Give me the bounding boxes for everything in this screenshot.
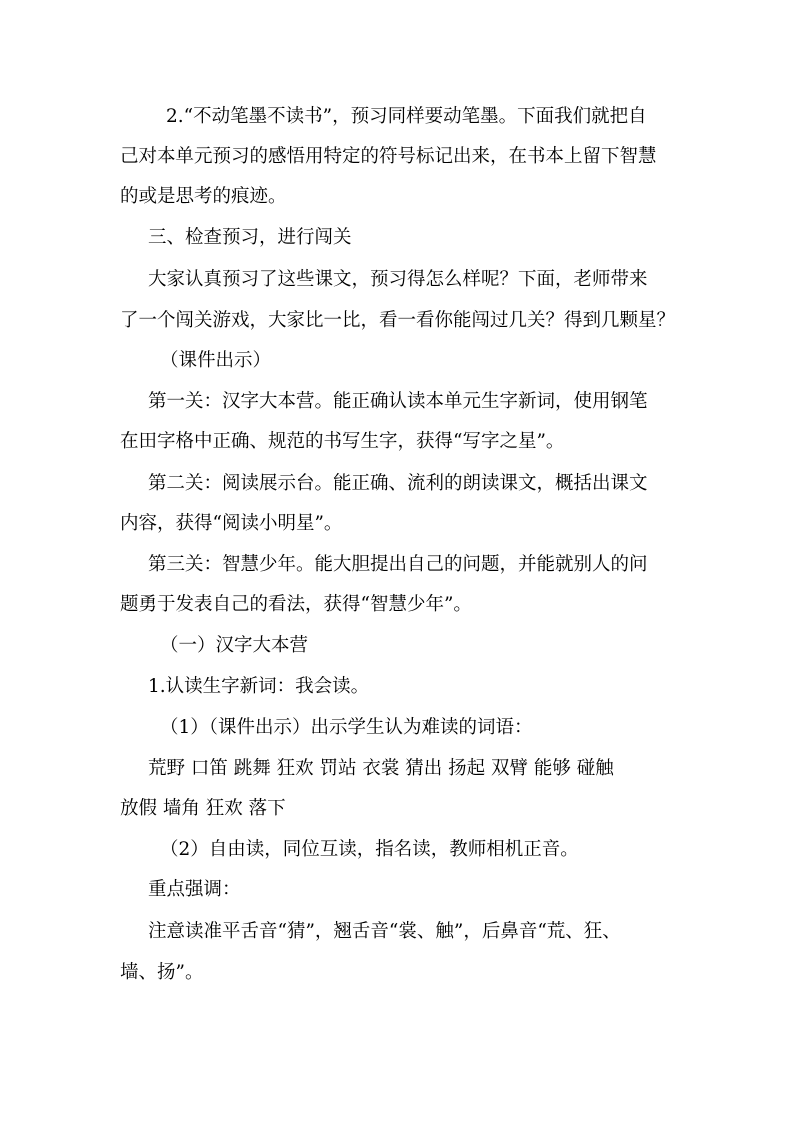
subheading-hanzi-camp: （一）汉字大本营: [160, 635, 309, 656]
level-three-line-1: 第三关：智慧少年。能大胆提出自己的问题，并能就别人的问: [148, 554, 648, 575]
word-list-line-2: 放假 墙角 狂欢 落下: [120, 798, 286, 819]
level-two-line-2: 内容，获得“阅读小明星”。: [120, 513, 343, 534]
item-difficult-words-intro: （1）（课件出示）出示学生认为难读的词语：: [160, 717, 533, 738]
item-read-new-words: 1.认读生字新词：我会读。: [148, 676, 370, 697]
section-heading-check-preview: 三、检查预习，进行闯关: [148, 227, 352, 248]
key-emphasis-label: 重点强调：: [148, 879, 241, 900]
level-one-line-2: 在田字格中正确、规范的书写生字，获得“写字之星”。: [120, 431, 565, 452]
level-three-line-2: 题勇于发表自己的看法，获得“智慧少年”。: [120, 594, 472, 615]
pronunciation-note-line-1: 注意读准平舌音“猜”，翘舌音“裳、触”，后鼻音“荒、狂、: [148, 921, 621, 942]
level-two-line-1: 第二关：阅读展示台。能正确、流利的朗读课文，概括出课文: [148, 473, 648, 494]
paragraph-game-intro-line-2: 了一个闯关游戏，大家比一比，看一看你能闯过几关？得到几颗星？: [120, 310, 676, 331]
pronunciation-note-line-2: 墙、扬”。: [120, 962, 204, 983]
courseware-display-note: （课件出示）: [160, 350, 272, 371]
paragraph-game-intro-line-1: 大家认真预习了这些课文，预习得怎么样呢？下面，老师带来: [148, 269, 648, 290]
word-list-line-1: 荒野 口笛 跳舞 狂欢 罚站 衣裳 猜出 扬起 双臂 能够 碰触: [148, 758, 614, 779]
paragraph-preview-tip-line-2: 己对本单元预习的感悟用特定的符号标记出来，在书本上留下智慧: [120, 146, 657, 167]
paragraph-preview-tip-line-1: 2.“不动笔墨不读书”，预习同样要动笔墨。下面我们就把自: [166, 106, 647, 127]
item-reading-practice: （2）自由读，同位互读，指名读，教师相机正音。: [160, 839, 579, 860]
paragraph-preview-tip-line-3: 的或是思考的痕迹。: [120, 186, 287, 207]
level-one-line-1: 第一关：汉字大本营。能正确认读本单元生字新词，使用钢笔: [148, 391, 648, 412]
